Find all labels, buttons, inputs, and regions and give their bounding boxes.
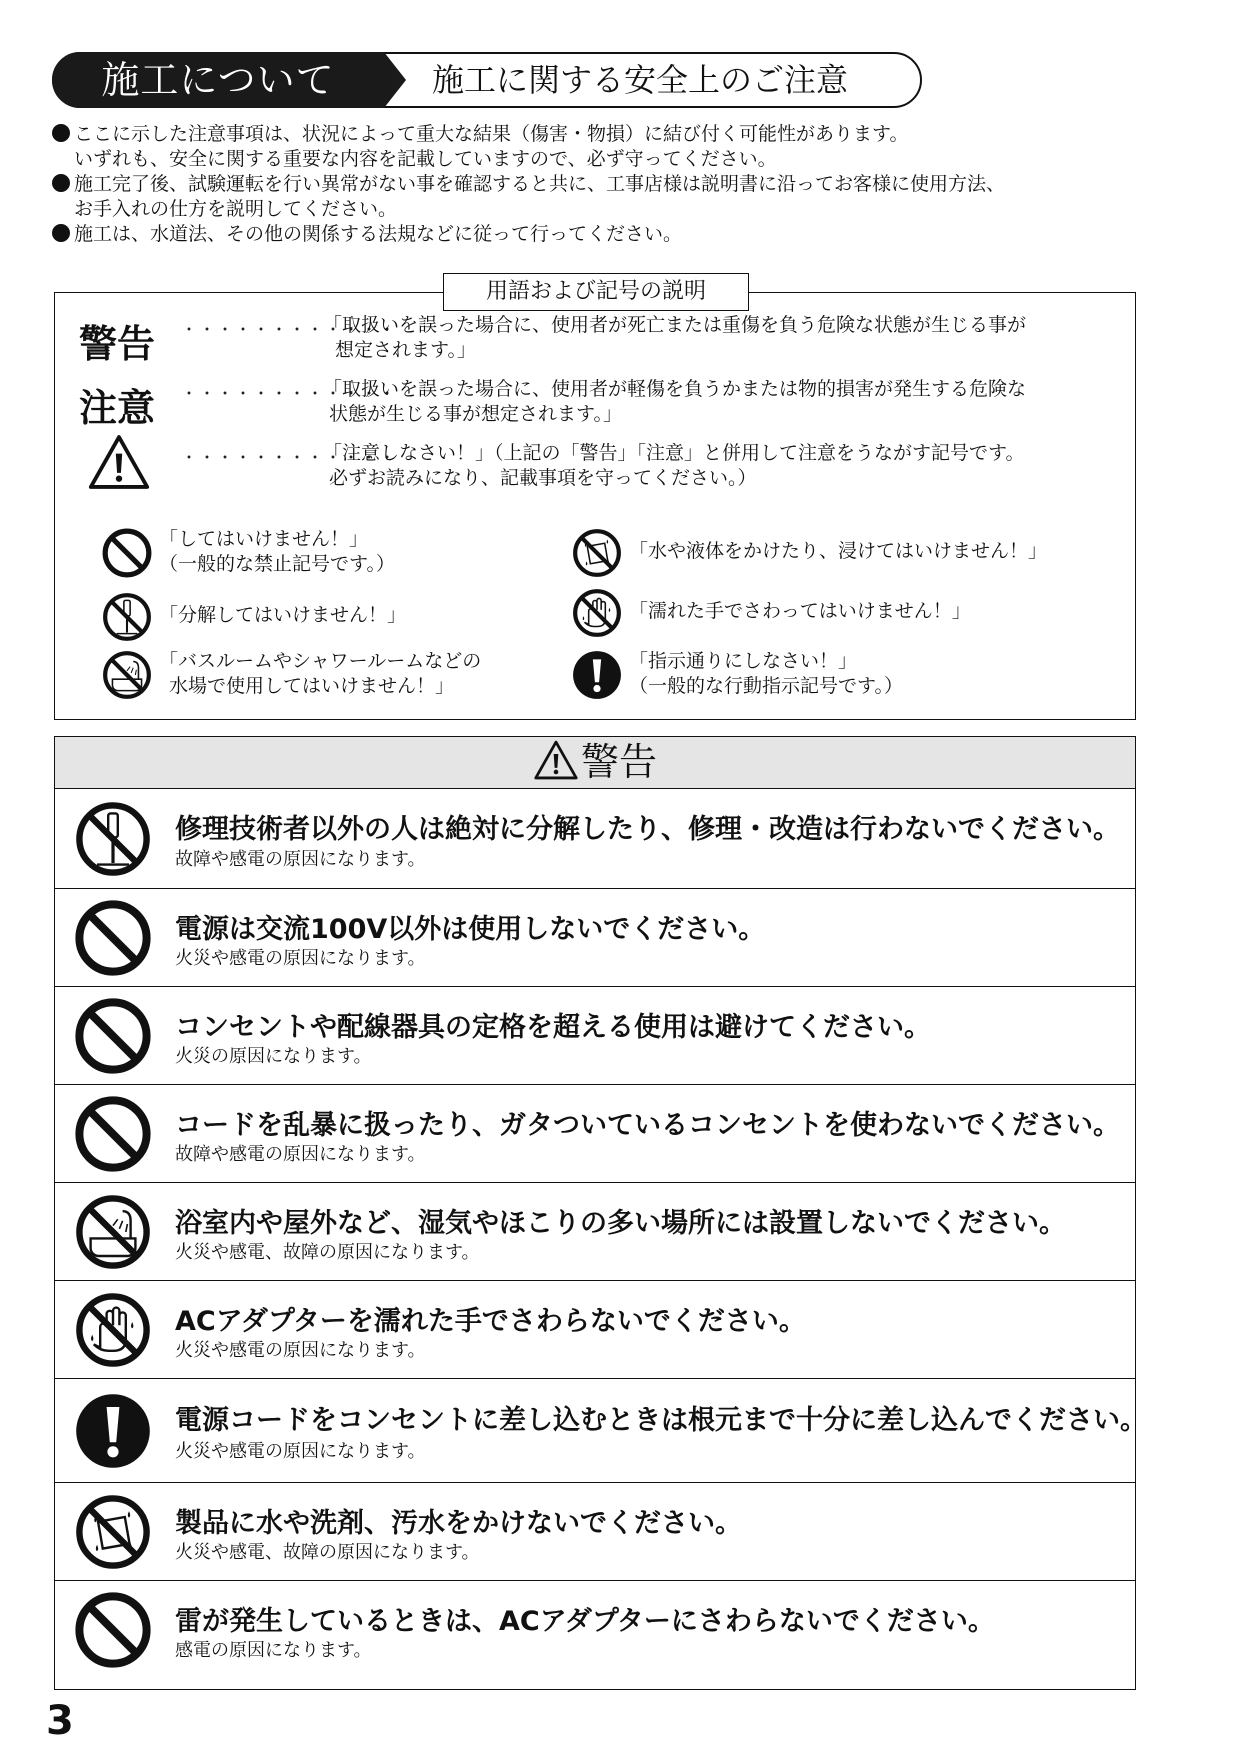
warning-reason: 火災や感電、故障の原因になります。 xyxy=(175,1542,480,1563)
legend-box: 用語および記号の説明 警告 ・・・・・・・・・・・・ 「取扱いを誤った場合に、使用者が死亡または重傷を負う危険な状態が生じる事が 想定されます。」 注意 ・・・・・・・・・・・・ 「取扱いを誤った場合に、使用者が軽傷を負うかまたは物的損害が発生する危険な 状態が生じる事が想定されます。」 ・・・・・・・・・・・・ 「注意しなさい！」（上記の「警告」「注意」と併用して注意をうながす記号です。 必ずお読みになり、記載事項を守ってください。） 「してはいけません！」 （一般的な禁止記号です。） 「分解してはいけません！」 「バスルームやシャワールームなどの 水場で使用してはいけません！」 「水や液体をかけたり、浸けてはいけません！」 「濡れた手でさわってはいけません！」 「指示通りにしなさい！」 （一般的な行動指示記号です。） xyxy=(54,292,1136,720)
bullet-icon xyxy=(52,124,70,142)
header-title: 施工について xyxy=(52,52,384,108)
intro-note-1: ここに示した注意事項は、状況によって重大な結果（傷害・物損）に結び付く可能性があります。 いずれも、安全に関する重要な内容を記載していますので、必ず守ってください。 xyxy=(52,122,1172,172)
warning-text: コードを乱暴に扱ったり、ガタついているコンセントを使わないでください。 xyxy=(175,1110,1120,1141)
no-disassemble-icon xyxy=(73,799,153,879)
keikoku-term: 警告 xyxy=(79,322,156,366)
warning-row xyxy=(55,1581,1135,1679)
section-header xyxy=(52,52,922,108)
warning-row xyxy=(55,987,1135,1085)
intro-notes xyxy=(52,122,1172,247)
chui-description: 「取扱いを誤った場合に、使用者が軽傷を負うかまたは物的損害が発生する危険な 状態が生じる事が想定されます。」 xyxy=(323,378,1027,425)
mandatory-icon xyxy=(73,1391,153,1471)
no-water-icon xyxy=(571,527,623,579)
leader-dots: ・・・・・・・・・・・・ xyxy=(181,320,398,339)
warning-row xyxy=(55,789,1135,889)
caution-mark-description: 「注意しなさい！」（上記の「警告」「注意」と併用して注意をうながす記号です。 必ずお読みになり、記載事項を守ってください。） xyxy=(323,442,1025,489)
prohibition-icon xyxy=(101,527,153,579)
warning-text: 雷が発生しているときは、ACアダプターにさわらないでください。 xyxy=(175,1606,995,1637)
warning-reason: 故障や感電の原因になります。 xyxy=(175,1144,426,1165)
prohibition-icon xyxy=(73,1094,153,1174)
no-bathroom-icon xyxy=(73,1192,153,1272)
warning-reason: 火災や感電、故障の原因になります。 xyxy=(175,1242,480,1263)
warning-text: 電源は交流100V以外は使用しないでください。 xyxy=(175,914,766,945)
no-disassemble-icon xyxy=(101,591,153,643)
no-wet-hands-icon xyxy=(571,587,623,639)
page-number: 3 xyxy=(46,1698,74,1744)
warning-text: 修理技術者以外の人は絶対に分解したり、修理・改造は行わないでください。 xyxy=(175,814,1120,845)
no-water-icon xyxy=(73,1492,153,1572)
warning-text: 電源コードをコンセントに差し込むときは根元まで十分に差し込んでください。 xyxy=(175,1405,1147,1436)
prohibition-icon xyxy=(73,996,153,1076)
mandatory-icon xyxy=(571,649,623,701)
warning-reason: 火災の原因になります。 xyxy=(175,1046,372,1067)
warning-reason: 火災や感電の原因になります。 xyxy=(175,1441,426,1462)
bullet-icon xyxy=(52,224,70,242)
header-subtitle: 施工に関する安全上のご注意 xyxy=(432,61,849,99)
warning-row xyxy=(55,1379,1147,1483)
intro-note-2: 施工完了後、試験運転を行い異常がない事を確認すると共に、工事店様は説明書に沿ってお客様に使用方法、 お手入れの仕方を説明してください。 xyxy=(52,172,1172,222)
warning-reason: 感電の原因になります。 xyxy=(175,1640,372,1661)
warning-table xyxy=(54,736,1147,1690)
warning-text: コンセントや配線器具の定格を超える使用は避けてください。 xyxy=(175,1012,931,1043)
prohibition-icon xyxy=(73,898,153,978)
leader-dots: ・・・・・・・・・・・・ xyxy=(181,448,398,467)
intro-note-3: 施工は、水道法、その他の関係する法規などに従って行ってください。 xyxy=(52,222,1172,247)
warning-row xyxy=(55,1483,1135,1581)
warning-reason: 火災や感電の原因になります。 xyxy=(175,1340,426,1361)
warning-text: 浴室内や屋外など、湿気やほこりの多い場所には設置しないでください。 xyxy=(175,1208,1066,1239)
no-bathroom-icon xyxy=(101,649,153,701)
legend-title: 用語および記号の説明 xyxy=(443,273,749,311)
warning-row xyxy=(55,1183,1135,1281)
leader-dots: ・・・・・・・・・・・・ xyxy=(181,384,398,403)
no-wet-hands-icon xyxy=(73,1290,153,1370)
warning-reason: 故障や感電の原因になります。 xyxy=(175,849,426,870)
warning-row xyxy=(55,889,1135,987)
chui-term: 注意 xyxy=(79,386,156,430)
warning-text: ACアダプターを濡れた手でさわらないでください。 xyxy=(175,1306,806,1337)
keikoku-description: 「取扱いを誤った場合に、使用者が死亡または重傷を負う危険な状態が生じる事が 想定されます。」 xyxy=(323,314,1027,361)
warning-row xyxy=(55,1281,1135,1379)
warning-reason: 火災や感電の原因になります。 xyxy=(175,948,426,969)
warning-heading: 警告 xyxy=(55,737,1135,789)
bullet-icon xyxy=(52,174,70,192)
caution-triangle-icon xyxy=(533,739,579,781)
caution-triangle-icon xyxy=(87,433,151,491)
warning-row xyxy=(55,1085,1135,1183)
prohibition-icon xyxy=(73,1590,153,1670)
warning-text: 製品に水や洗剤、汚水をかけないでください。 xyxy=(175,1508,742,1539)
